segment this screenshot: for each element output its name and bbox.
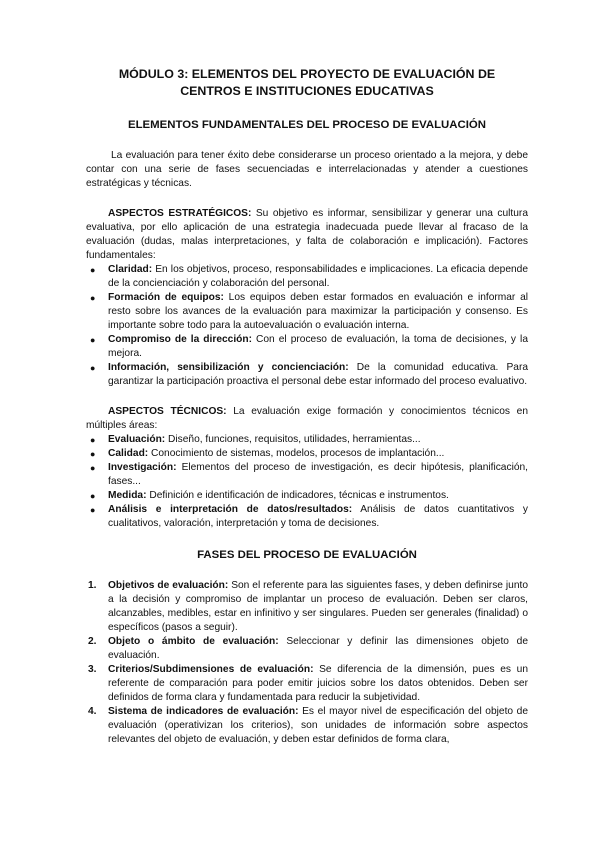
list-item [86, 361, 528, 389]
list-item-label: Medida: [108, 490, 147, 501]
list-item-text: Conocimiento de sistemas, modelos, procesos de implantación... [148, 448, 445, 459]
list-item [86, 489, 528, 503]
list-item-text: De la comunidad educativa. Para garantizar la participación proactiva el personal debe estar informado del proceso evaluativo. [108, 362, 529, 387]
list-item-label: Formación de equipos: [108, 292, 224, 303]
strategic-aspects-text: Su objetivo es informar, sensibilizar y generar una cultura evaluativa, por ello aplicación de una estrategia inadecuada puede llevar al fracaso de la evaluación (dudas, malas interpretaciones, y falta de colaboración e implicación). Factores fundamentales: [86, 208, 528, 261]
phase-text: Se diferencia de la dimensión, pues es un referente de comparación para poder emitir juicios sobre los datos obtenidos. Deben ser definidos de forma clara y fundamentada para reducir la subjetividad. [108, 664, 528, 703]
phase-item [86, 635, 528, 663]
technical-aspects-paragraph [86, 405, 528, 433]
list-item [86, 433, 528, 447]
phase-text: Son el referente para las siguientes fases, y deben definirse junto a la decisión y compromiso de implantar un proceso de evaluación. Deben ser claros, alcanzables, medibles, estar en infinitivo y ser singulares. Pueden ser generales (finalidad) o específicos (pasos a seguir). [108, 580, 529, 633]
phase-label: Objeto o ámbito de evaluación: [108, 636, 279, 647]
phase-text: Seleccionar y definir las dimensiones objeto de evaluación. [108, 636, 528, 661]
section-heading-phases: FASES DEL PROCESO DE EVALUACIÓN [197, 549, 417, 561]
list-item-text: Con el proceso de evaluación, la toma de decisiones, y la mejora. [108, 334, 528, 359]
phase-label: Sistema de indicadores de evaluación: [108, 706, 299, 717]
intro-paragraph: La evaluación para tener éxito debe considerarse un proceso orientado a la mejora, y debe contar con una serie de fases secuenciadas e interrelacionadas y atender a cuestiones estratégicas y técnicas. [86, 150, 528, 189]
list-item-label: Análisis e interpretación de datos/resultados: [108, 504, 353, 515]
list-item [86, 263, 528, 291]
list-item [86, 503, 528, 531]
section-heading-elements: ELEMENTOS FUNDAMENTALES DEL PROCESO DE EVALUACIÓN [128, 119, 486, 131]
phases-list [86, 579, 528, 747]
bullet-icon: ● [90, 363, 96, 373]
phase-number: 3. [88, 664, 97, 675]
phase-label: Criterios/Subdimensiones de evaluación: [108, 664, 314, 675]
list-item [86, 291, 528, 333]
strategic-aspects-paragraph [86, 207, 528, 263]
technical-aspects-text: La evaluación exige formación y conocimientos técnicos en múltiples áreas: [86, 406, 528, 431]
phase-item [86, 705, 528, 747]
technical-areas-list [86, 433, 528, 531]
list-item-label: Información, sensibilización y concienciación: [108, 362, 349, 373]
module-title-line-2: CENTROS E INSTITUCIONES EDUCATIVAS [180, 84, 434, 98]
list-item-text: Definición e identificación de indicadores, técnicas e instrumentos. [146, 490, 449, 501]
list-item [86, 461, 528, 489]
phase-number: 1. [88, 580, 97, 591]
phase-item [86, 663, 528, 705]
list-item-text: En los objetivos, proceso, responsabilidades e implicaciones. La eficacia depende de la concienciación y colaboración del personal. [108, 264, 528, 289]
module-title-line-1: MÓDULO 3: ELEMENTOS DEL PROYECTO DE EVALUACIÓN DE [118, 67, 496, 81]
module-title [86, 66, 528, 100]
bullet-icon: ● [90, 293, 96, 303]
list-item-label: Investigación: [108, 462, 177, 473]
bullet-icon: ● [90, 449, 96, 459]
list-item-label: Evaluación: [108, 434, 166, 445]
bullet-icon: ● [90, 505, 96, 515]
bullet-icon: ● [90, 491, 96, 501]
phase-number: 4. [88, 706, 97, 717]
phase-number: 2. [88, 636, 97, 647]
list-item [86, 333, 528, 361]
list-item-text: Análisis de datos cuantitativos y cualitativos, valoración, interpretación y toma de decisiones. [108, 504, 528, 529]
bullet-icon: ● [90, 335, 96, 345]
strategic-aspects-label: ASPECTOS ESTRATÉGICOS: [108, 208, 252, 219]
list-item [86, 447, 528, 461]
phase-item [86, 579, 528, 635]
phase-label: Objetivos de evaluación: [108, 580, 229, 591]
list-item-label: Compromiso de la dirección: [108, 334, 252, 345]
strategic-factors-list [86, 263, 528, 389]
list-item-text: Elementos del proceso de investigación, es decir hipótesis, planificación, fases... [108, 462, 528, 487]
list-item-label: Claridad: [108, 264, 153, 275]
list-item-text: Los equipos deben estar formados en evaluación e informar al resto sobre los avances de la evaluación para maximizar la participación y consenso. Es importante sobre todo para la autoevaluación o evaluación interna. [108, 292, 528, 331]
technical-aspects-label: ASPECTOS TÉCNICOS: [108, 406, 227, 417]
list-item-text: Diseño, funciones, requisitos, utilidades, herramientas... [165, 434, 421, 445]
bullet-icon: ● [90, 435, 96, 445]
bullet-icon: ● [90, 265, 96, 275]
document-page [86, 66, 528, 747]
list-item-label: Calidad: [108, 448, 149, 459]
bullet-icon: ● [90, 463, 96, 473]
phase-text: Es el mayor nivel de especificación del objeto de evaluación (operativizan los criterios), son unidades de información sobre aspectos relevantes del objeto de evaluación, y deben estar definidos de forma clara, [108, 706, 528, 745]
